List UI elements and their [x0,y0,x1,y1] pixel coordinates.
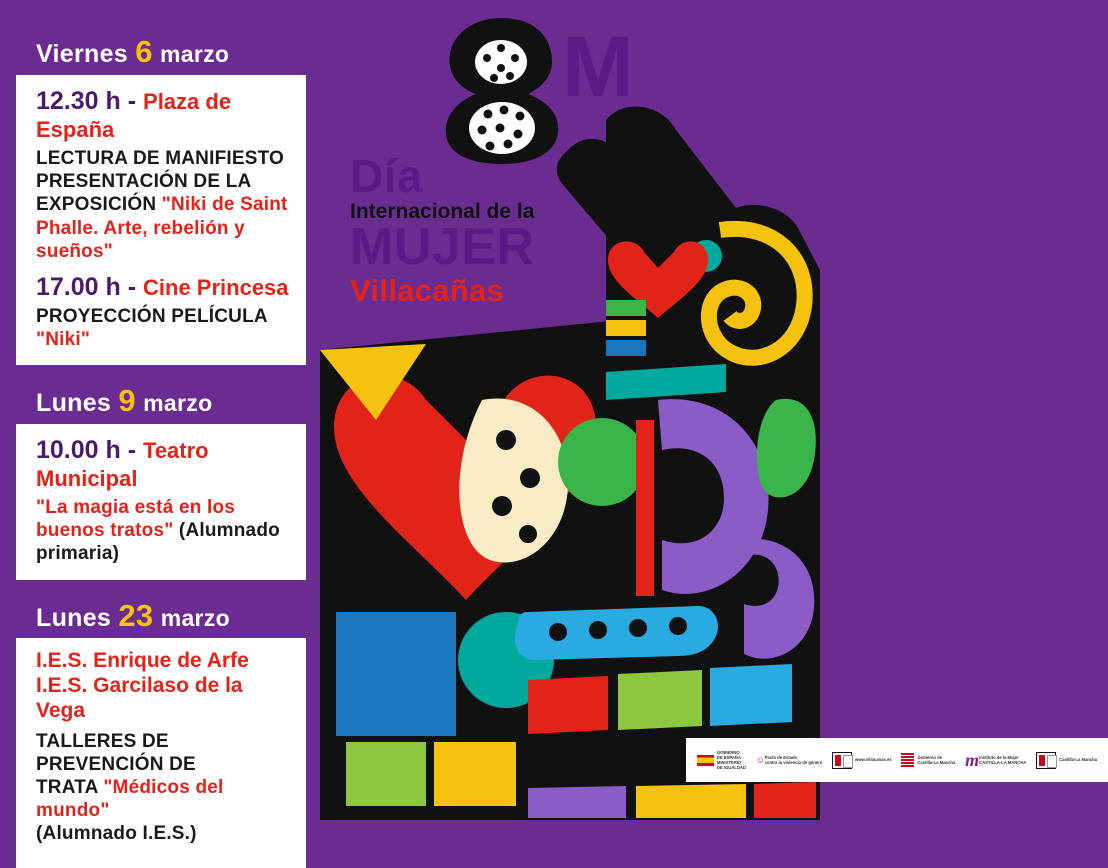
event-1-time: 12.30 h [36,86,121,115]
day-word-2: Lunes [36,389,112,417]
event-1-dash: - [127,86,137,115]
logo-label-im-1: Instituto de la Mujer [979,754,1019,760]
title-mujer: MUJER [350,217,535,276]
event-4-desc-line-1: TALLERES DE PREVENCIÓN DE [36,730,196,775]
jccm-bars-icon [901,753,914,767]
event-1-desc-line-2: PRESENTACIÓN DE LA [36,171,252,193]
logo-label-jccm-1: Gobierno de [917,754,943,760]
event-3 [36,436,292,566]
event-3-desc-quote: "La magia está en los buenos tratos" [36,497,236,542]
institutional-logo-bar [686,738,1108,782]
logo-label-gob-1: GOBIERNO [716,749,740,755]
event-4-desc-mixed: TRATA [36,777,104,799]
event-1-desc [36,147,292,263]
event-3-dash: - [127,435,137,464]
event-4-desc-after: (Alumnado I.E.S.) [36,823,197,845]
title-town: Villacañas [350,272,505,308]
logo-junta-castilla-la-mancha [901,742,955,778]
event-3-desc-after: (Alumnado primaria) [36,520,280,565]
event-3-desc [36,496,292,566]
logo-gobierno-de-espana [697,742,746,778]
logo-label-jccm-2: Castilla-La Mancha [917,760,956,765]
castilla-la-mancha-shield-icon [1036,752,1056,769]
poster-title-block [350,150,610,308]
day-month-3: marzo [160,604,230,631]
event-4-place-line-1: I.E.S. Enrique de Arfe [36,649,249,673]
program-column [16,30,306,845]
pacto-mark-icon: ☺ [755,755,765,765]
day-month-2: marzo [143,390,213,416]
logo-ayuntamiento-villacanas [832,742,892,778]
day-header-viernes-6 [16,30,306,75]
title-internacional: Internacional de la [350,199,535,223]
event-2-desc-line-1: PROYECCIÓN PELÍCULA [36,305,268,327]
event-1-place: Plaza de España [36,88,232,143]
divider-1 [16,365,306,379]
villacanas-shield-icon [832,752,852,769]
logo-label-pacto-1: Pacto de Estado [764,754,798,760]
event-1-desc-quote: "Niki de Saint Phalle. Arte, rebelión y sueños" [36,194,288,262]
event-1-desc-mixed: EXPOSICIÓN [36,194,162,216]
event-2-dash: - [127,272,137,301]
event-2-desc [36,305,292,351]
logo-label-gob-2: DE ESPAÑA [716,754,741,760]
logo-label-pacto-2: contra la violencia de género [764,760,823,765]
logo-label-min-1: MINISTERIO [716,760,742,765]
logo-label-clm: Castilla-La Mancha [1059,757,1098,763]
event-1-desc-line-1: LECTURA DE MANIFIESTO [36,148,285,170]
logo-instituto-de-la-mujer [965,742,1026,778]
event-4 [36,648,292,845]
instituto-mujer-m-icon: m [965,749,980,770]
day-body-lunes-9 [16,424,306,580]
artwork-panel [306,0,1098,820]
event-4-desc-quote: "Médicos del mundo" [36,777,224,822]
day-word-3: Lunes [36,603,112,632]
event-4-place-line-2: I.E.S. Garcilaso de la Vega [36,674,243,723]
day-body-viernes-6 [16,75,306,365]
day-number-2: 9 [118,383,136,418]
logo-label-villacanas: www.villacanas.es [855,757,892,763]
day-header-lunes-23 [16,594,306,639]
day-number-1: 6 [135,34,153,69]
event-2-place: Cine Princesa [143,274,289,300]
title-dia: Día [350,150,424,202]
event-2 [36,273,292,351]
day-number-3: 23 [118,597,154,633]
logo-label-im-2: CASTILLA-LA MANCHA [979,760,1027,765]
logo-pacto-de-estado [756,742,823,778]
logo-castilla-la-mancha [1036,742,1097,778]
event-4-desc [36,730,292,846]
event-3-time: 10.00 h [36,435,121,464]
day-header-lunes-9 [16,379,306,424]
event-2-desc-quote: "Niki" [36,328,91,350]
spain-flag-icon [697,755,714,766]
day-word-1: Viernes [36,40,128,68]
day-body-lunes-23 [16,638,306,867]
event-2-time: 17.00 h [36,272,121,301]
divider-2 [16,580,306,594]
svg-text:M: M [562,19,634,115]
day-month-1: marzo [160,41,230,67]
logo-label-min-2: DE IGUALDAD [716,765,746,771]
event-1 [36,87,292,263]
event-3-place: Teatro Municipal [36,437,209,492]
